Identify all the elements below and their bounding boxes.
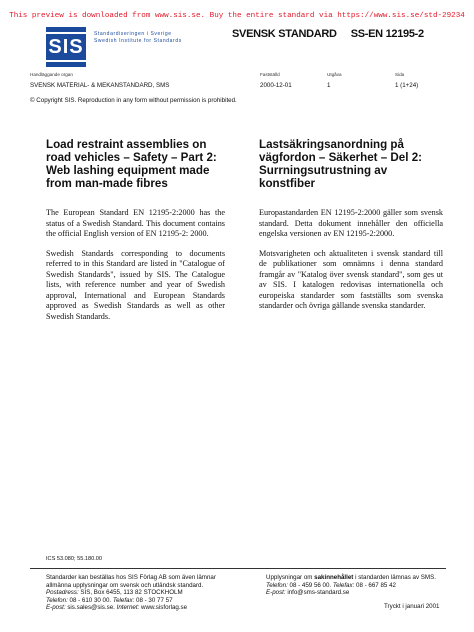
org-line-swedish: Standardiseringen i Sverige bbox=[94, 31, 172, 37]
standard-type: SVENSK STANDARD bbox=[232, 28, 337, 40]
footer-right bbox=[266, 574, 456, 597]
footer-postal bbox=[46, 589, 246, 597]
printed-date: Tryckt i januari 2001 bbox=[384, 603, 440, 610]
meta-value-handling-body: SVENSK MATERIAL- & MEKANSTANDARD, SMS bbox=[30, 82, 170, 89]
right-phone-label: Telefon: bbox=[266, 581, 288, 589]
footer-right-line-1 bbox=[266, 574, 456, 582]
phone-label: Telefon: bbox=[46, 596, 68, 604]
swedish-paragraph-1: Europastandarden EN 12195-2:2000 gäller som svensk standard. Detta dokument innehåller den officiella engelska versionen av EN 12195-2:2000. bbox=[259, 208, 443, 238]
english-body bbox=[46, 208, 225, 331]
copyright-notice: © Copyright SIS. Reproduction in any form without permission is prohibited. bbox=[30, 97, 237, 104]
title-swedish: Lastsäkringsanordning på vägfordon – Säkerhet – Del 2: Surrningsutrustning av konstfiber bbox=[259, 138, 423, 190]
postal-value: SIS, Box 6455, 113 82 STOCKHOLM bbox=[78, 589, 183, 597]
title-english: Load restraint assemblies on road vehicles – Safety – Part 2: Web lashing equipment made from man-made fibres bbox=[46, 138, 217, 190]
logo-bar-top bbox=[46, 32, 86, 34]
meta-label-page: Sida bbox=[395, 72, 405, 77]
logo-bar-bottom bbox=[46, 60, 86, 62]
standard-number: SS-EN 12195-2 bbox=[350, 28, 424, 40]
footer-left bbox=[46, 574, 246, 612]
right-email-value[interactable]: info@sms-standard.se bbox=[285, 589, 350, 597]
phone-value: 08 - 610 30 00. bbox=[67, 596, 113, 604]
meta-value-established: 2000-12-01 bbox=[260, 82, 292, 89]
english-paragraph-1: The European Standard EN 12195-2:2000 has the status of a Swedish Standard. This document contains the official English version of EN 12195-2: 2000. bbox=[46, 208, 225, 238]
footer-right-phone-fax bbox=[266, 582, 456, 590]
email-value[interactable]: sis.sales@sis.se. bbox=[65, 604, 117, 612]
footer-phone-fax bbox=[46, 597, 246, 605]
footer-email-internet bbox=[46, 604, 246, 612]
footer-divider bbox=[30, 568, 446, 569]
header-title bbox=[232, 28, 424, 40]
meta-value-page: 1 (1+24) bbox=[395, 82, 419, 89]
right-line-1-end: i standarden lämnas av SMS. bbox=[353, 574, 436, 581]
footer-left-line-2: allmänna upplysningar om svensk och utländsk standard. bbox=[46, 581, 204, 589]
meta-label-edition: Utgåva bbox=[327, 72, 342, 77]
fax-value: 08 - 30 77 57 bbox=[134, 596, 173, 604]
english-paragraph-2: Swedish Standards corresponding to documents referred to in this Standard are listed in "Catalogue of Swedish Standards", issued by SIS. The Catalogue lists, with reference number and year of Swedish approval, International and European Standards approved as Swedish Standards as well as other Swedish Standards. bbox=[46, 248, 225, 321]
internet-label: Internet: bbox=[116, 604, 140, 612]
org-line-english: Swedish Institute for Standards bbox=[94, 38, 182, 44]
ics-codes: ICS 53.080; 55.180.00 bbox=[46, 556, 102, 562]
logo-text: SIS bbox=[48, 35, 84, 58]
meta-value-edition: 1 bbox=[327, 82, 331, 89]
fax-label: Telefax: bbox=[112, 596, 135, 604]
footer-right-email bbox=[266, 589, 456, 597]
swedish-body bbox=[259, 208, 443, 321]
email-label: E-post: bbox=[46, 604, 66, 612]
right-email-label: E-post: bbox=[266, 589, 286, 597]
footer-left-line-1: Standarder kan beställas hos SIS Förlag AB som även lämnar bbox=[46, 574, 216, 581]
right-fax-label: Telefax: bbox=[332, 581, 355, 589]
right-line-1-start: Upplysningar om bbox=[266, 574, 315, 581]
preview-banner: This preview is downloaded from www.sis.se. Buy the entire standard via https://www.sis.se/std-29234 bbox=[9, 12, 465, 20]
postal-label: Postadress: bbox=[46, 589, 79, 597]
meta-label-established: Fastställd bbox=[260, 72, 280, 77]
swedish-paragraph-2: Motsvarigheten och aktualiteten i svensk standard till de publikationer som omnämns i denna standard framgår av "Katalog över svensk standard", som ges ut av SIS. I katalogen redovisas internationella och europeiska standarder som fastställts som svenska standarder och övriga gällande svenska standarder. bbox=[259, 248, 443, 310]
sis-logo bbox=[46, 27, 86, 67]
right-line-1-emphasis: sakinnehållet bbox=[314, 574, 354, 581]
internet-value[interactable]: www.sisforlag.se bbox=[139, 604, 188, 612]
meta-label-handling-body: Handläggande organ bbox=[30, 72, 73, 77]
right-fax-value: 08 - 667 85 42 bbox=[354, 581, 396, 589]
right-phone-value: 08 - 459 56 00. bbox=[287, 581, 333, 589]
